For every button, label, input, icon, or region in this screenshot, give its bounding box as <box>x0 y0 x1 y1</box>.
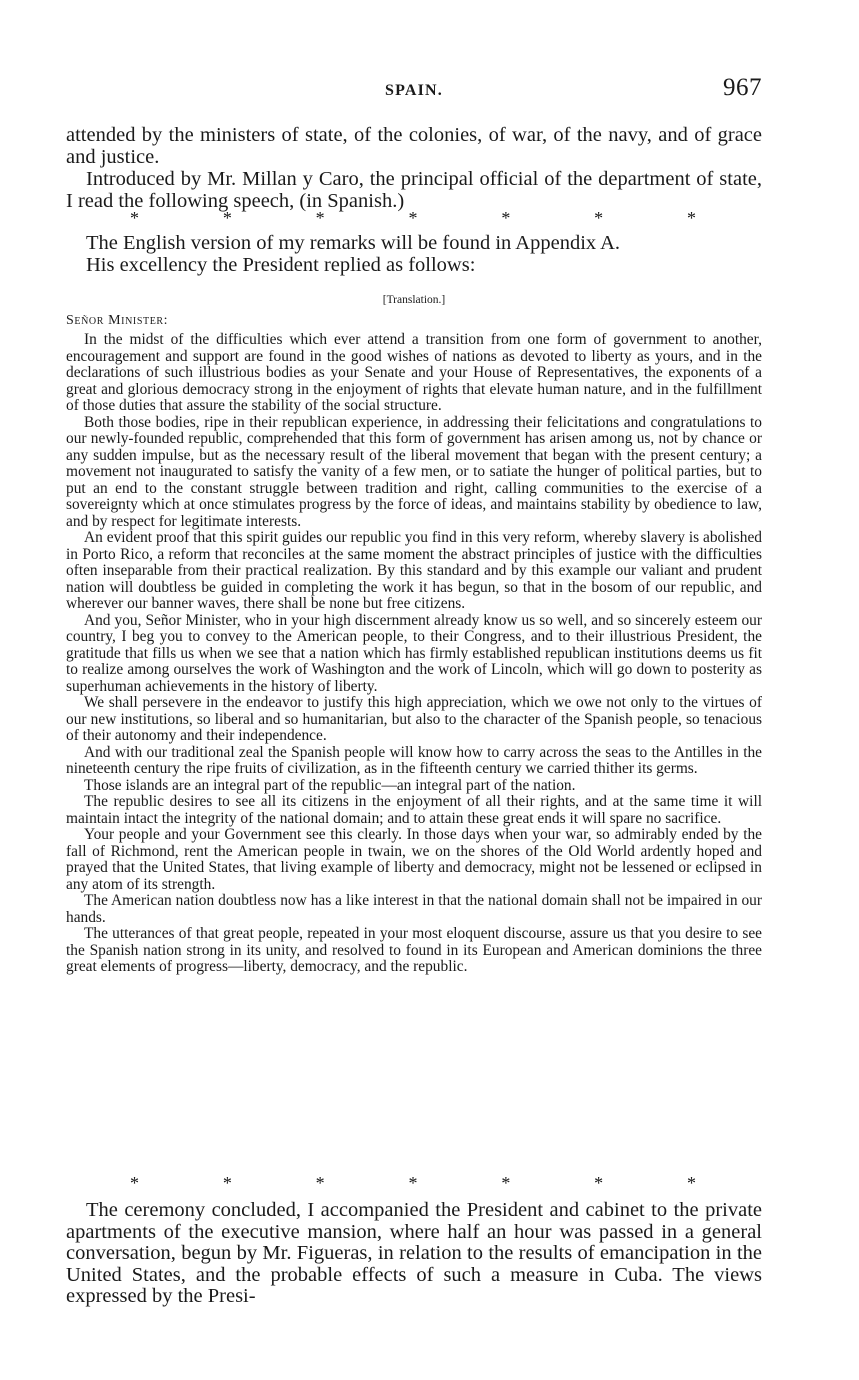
intro-block-1 <box>66 124 762 212</box>
star: * <box>686 1173 696 1193</box>
star: * <box>222 1173 232 1193</box>
translation-note: [Translation.] <box>382 294 446 306</box>
closing-paragraph: The ceremony concluded, I accompanied the President and cabinet to the private apartments of the executive mansion, where half an hour was passed in a general conversation, begun by Mr. Figueras, in relation to the results of emancipation in the United States, and the probable effects of such a measure in Cuba. The views expressed by the Presi- <box>66 1199 762 1307</box>
reply-paragraph: The republic desires to see all its citizens in the enjoyment of all their rights, and at the same time it will maintain intact the integrity of the national domain; and to attain these great ends it will spare no sacrifice. <box>66 793 762 827</box>
reply-paragraph: Your people and your Government see this clearly. In those days when your war, so admirably ended by the fall of Richmond, rent the American people in twain, we on the shores of the Old World ardently hoped and prayed that the United States, that living example of liberty and democracy, might not be lessened or eclipsed in any atom of its strength. <box>66 826 762 893</box>
reply-paragraph: We shall persevere in the endeavor to justify this high appreciation, which we owe not only to the virtues of our new institutions, so liberal and so humanitarian, but also to the character of the Spanish people, so tenacious of their autonomy and their independence. <box>66 694 762 744</box>
reply-paragraph: An evident proof that this spirit guides our republic you find in this very reform, whereby slavery is abolished in Porto Rico, a reform that reconciles at the same moment the abstract principles of justice with the difficulties often inseparable from their practical realization. By this standard and by this example our valiant and prudent nation will doubtless be guided in completing the work it has begun, so that in the bosom of our republic, and wherever our banner waves, there shall be none but free citizens. <box>66 529 762 612</box>
star: * <box>501 1173 511 1193</box>
reply-paragraph: Those islands are an integral part of the republic—an integral part of the nation. <box>84 776 576 794</box>
star: * <box>686 208 696 228</box>
closing-block <box>66 1200 762 1308</box>
star: * <box>130 208 139 228</box>
star: * <box>408 1173 418 1193</box>
star: * <box>315 1173 325 1193</box>
star: * <box>222 208 232 228</box>
star: * <box>408 208 418 228</box>
ellipsis-stars <box>130 1173 696 1193</box>
star: * <box>315 208 325 228</box>
page-number: 967 <box>723 74 762 101</box>
reply-paragraph: And you, Señor Minister, who in your high discernment already know us so well, and so sincerely esteem our country, I beg you to convey to the American people, to their Congress, and to their illustrious President, the gratitude that fills us when we see that a nation which has firmly established republican institutions deems us fit to realize among ourselves the work of Washington and the work of Lincoln, which will go down to posterity as superhuman achievements in the history of liberty. <box>66 611 762 695</box>
intro-paragraph: attended by the ministers of state, of the colonies, of war, of the navy, and of grace and justice. <box>66 124 762 168</box>
ellipsis-stars <box>130 208 696 228</box>
reply-paragraph: The American nation doubtless now has a like interest in that the national domain shall not be impaired in our hands. <box>66 892 762 926</box>
reply-paragraph: Both those bodies, ripe in their republican experience, in addressing their felicitations and congratulations to our newly-founded republic, comprehended that this form of government has arisen among us, not by chance or any sudden impulse, but as the necessary result of the liberal movement that began with the present century; a movement not inaugurated to satisfy the vanity of a few men, or to satiate the hunger of political parties, but to put an end to the constant struggle between tradition and right, calling communities to the exercise of a sovereignty which at once stimulates progress by the force of ideas, and maintains stability by obedience to law, and by respect for legitimate interests. <box>66 413 762 530</box>
intro-paragraph: The English version of my remarks will be found in Appendix A. <box>86 232 621 254</box>
reply-paragraph: In the midst of the difficulties which ever attend a transition from one form of government to another, encouragement and support are found in the good wishes of nations as devoted to liberty as yours, and in the declarations of such illustrious bodies as your Senate and your House of Representatives, the exponents of a great and glorious democracy strong in the enjoyment of rights that elevate human nature, and in the fulfillment of those duties that assure the stability of the social structure. <box>66 331 762 414</box>
intro-paragraph: Introduced by Mr. Millan y Caro, the principal official of the department of state, I read the following speech, (in Spanish.) <box>66 168 762 212</box>
reply-paragraph: The utterances of that great people, repeated in your most eloquent discourse, assure us that you desire to see the Spanish nation strong in its unity, and resolved to found in its European and American dominions the three great elements of progress—liberty, democracy, and the republic. <box>66 925 762 975</box>
salutation: Señor Minister: <box>66 313 169 328</box>
star: * <box>130 1173 139 1193</box>
running-head: SPAIN. <box>384 82 444 99</box>
star: * <box>501 208 511 228</box>
intro-paragraph: His excellency the President replied as follows: <box>86 254 476 276</box>
star: * <box>594 208 604 228</box>
reply-paragraph: And with our traditional zeal the Spanish people will know how to carry across the seas to the Antilles in the nineteenth century the ripe fruits of civilization, as in the fifteenth century we carried thither its germs. <box>66 743 762 777</box>
page-header <box>66 74 762 108</box>
president-reply <box>66 332 762 976</box>
star: * <box>594 1173 604 1193</box>
intro-block-2 <box>66 232 762 276</box>
